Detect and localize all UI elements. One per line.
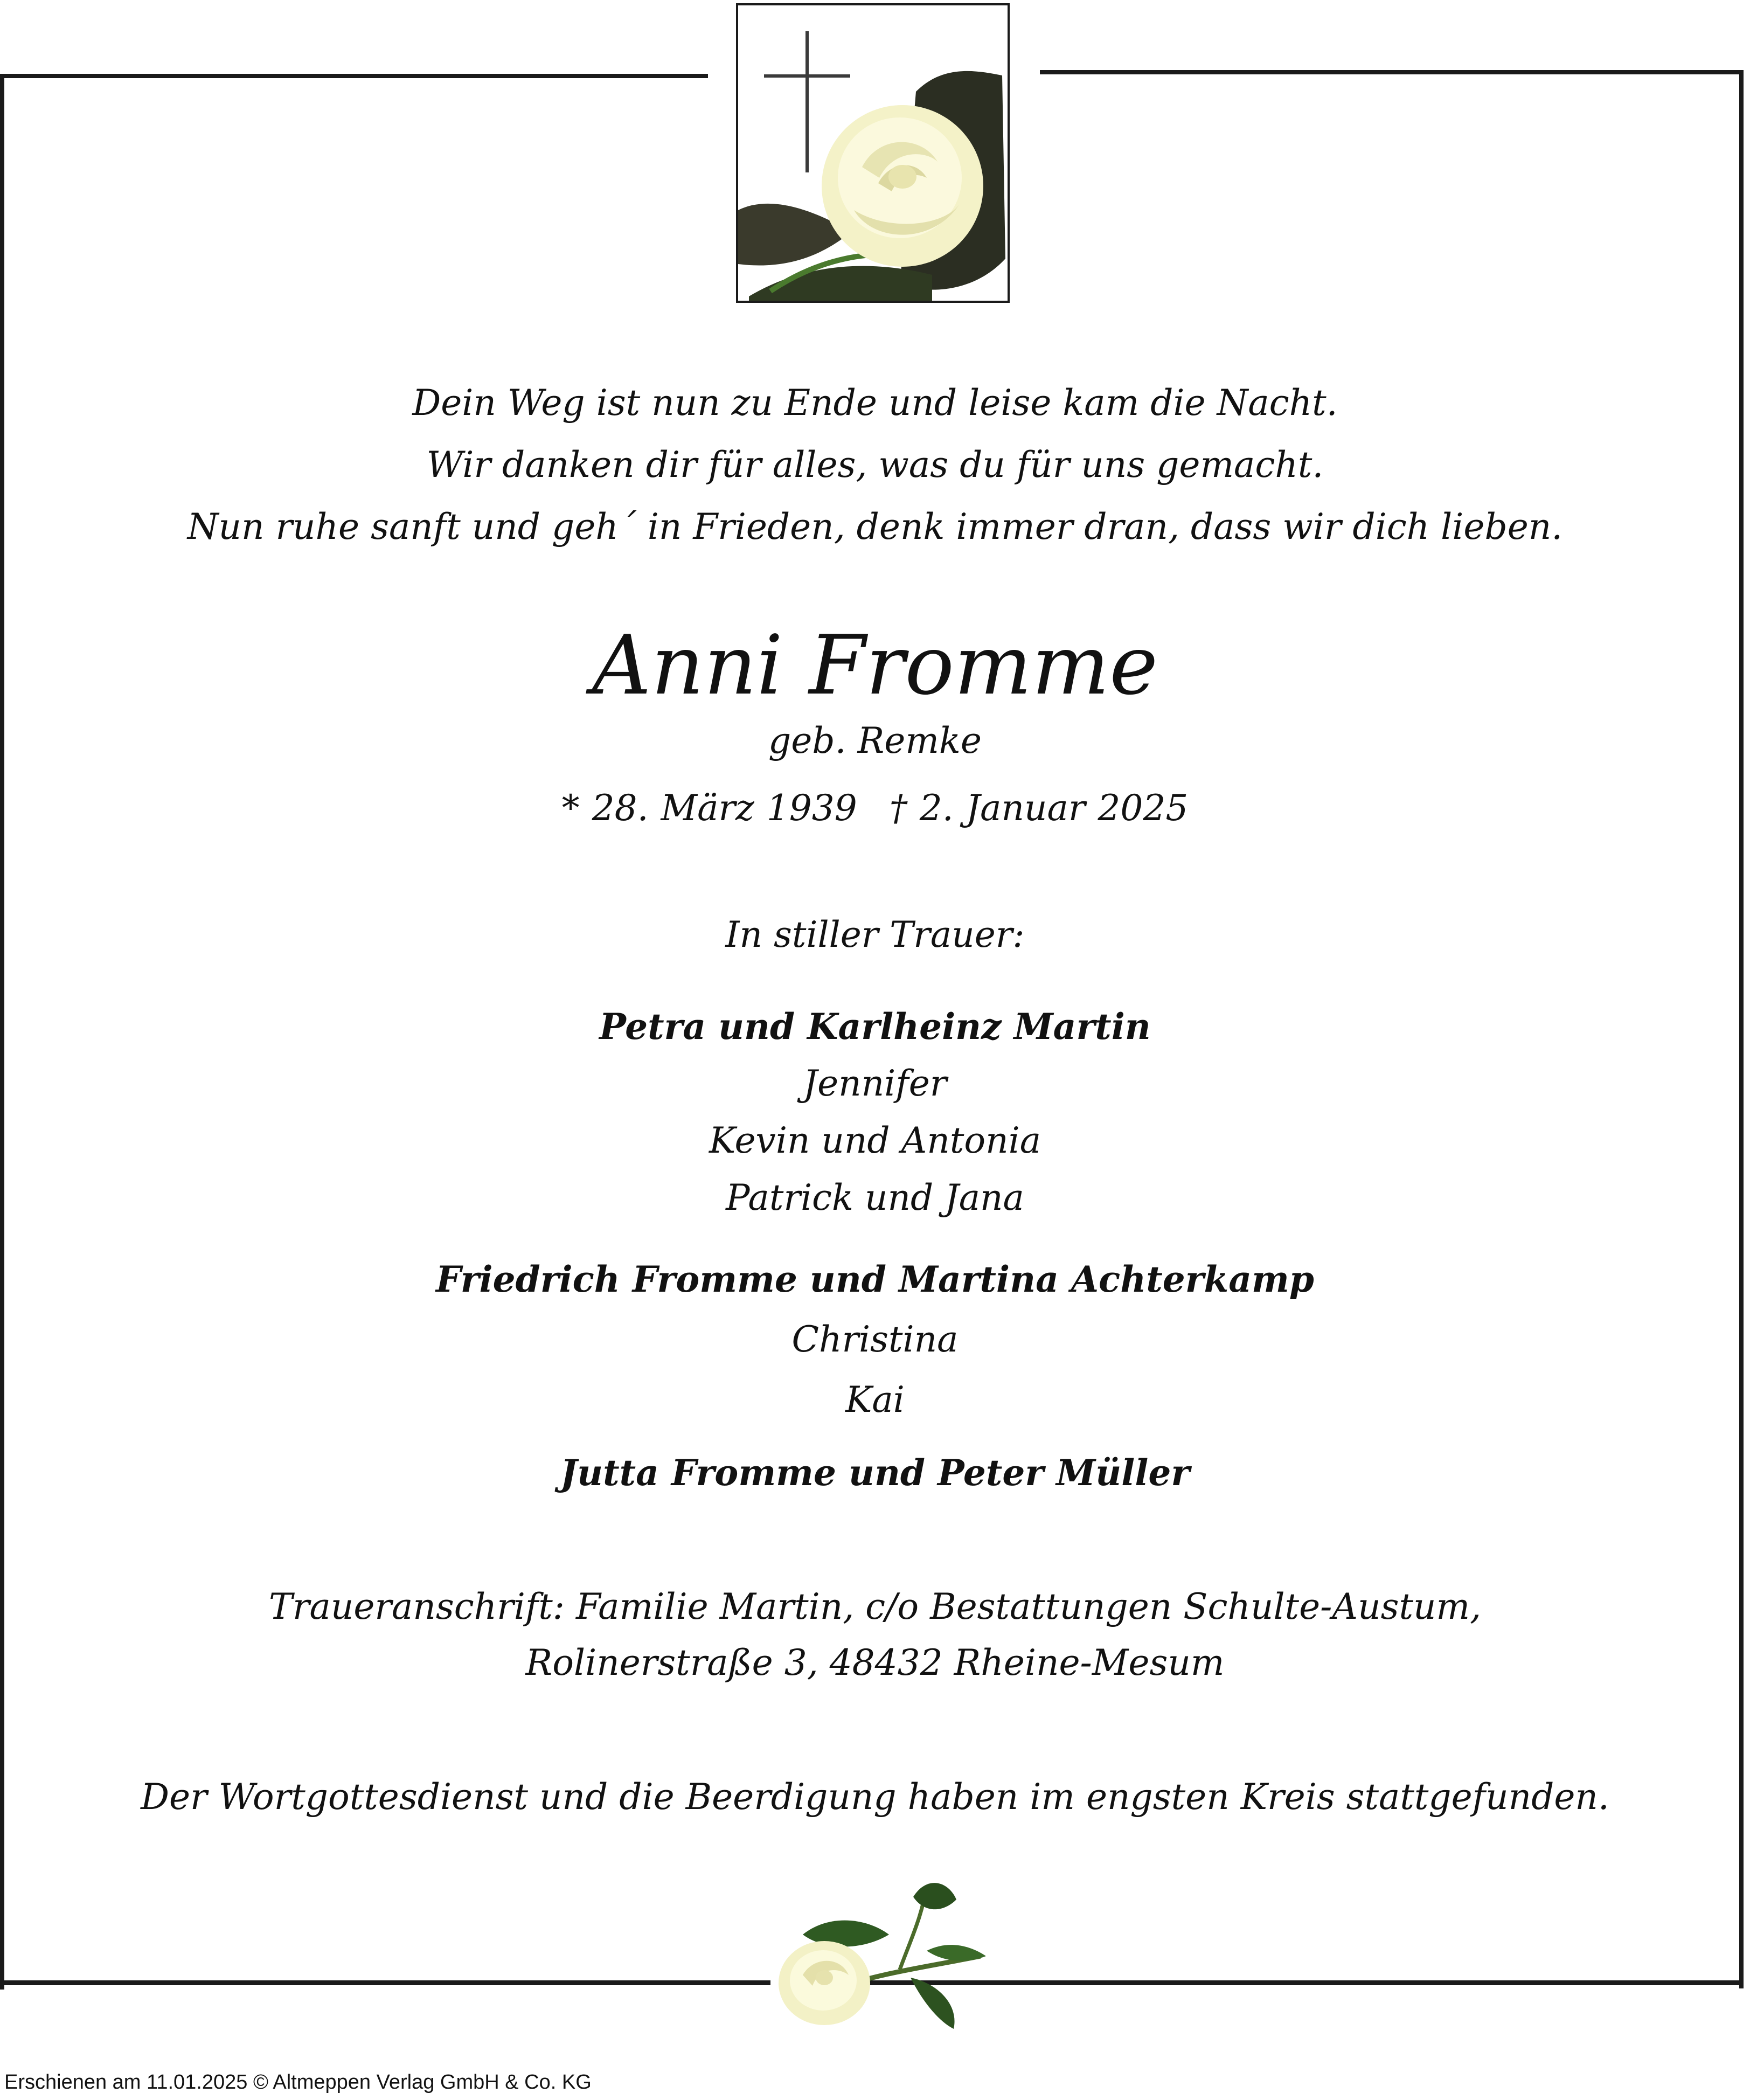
poem-line-2: Wir danken dir für alles, was du für uns gemacht.	[426, 444, 1324, 486]
mourning-intro: In stiller Trauer:	[725, 914, 1025, 955]
family-member: Kai	[845, 1379, 905, 1420]
service-note: Der Wortgottesdienst und die Beerdigung haben im engsten Kreis stattgefunden.	[141, 1776, 1609, 1818]
family-member: Jennifer	[803, 1063, 947, 1104]
family-member: Christina	[791, 1319, 959, 1360]
life-dates	[0, 784, 1750, 833]
address-line-1: Traueranschrift: Familie Martin, c/o Bestattungen Schulte-Austum,	[268, 1586, 1482, 1627]
death-date: † 2. Januar 2025	[889, 787, 1189, 829]
frame-top-right-rule	[1040, 70, 1744, 74]
poem-line-1: Dein Weg ist nun zu Ende und leise kam die Nacht.	[412, 382, 1338, 424]
family-group-1	[0, 998, 1750, 1226]
frame-bottom-left-rule	[0, 1980, 770, 1985]
address-line-2: Rolinerstraße 3, 48432 Rheine-Mesum	[525, 1642, 1225, 1683]
cross-rose-emblem	[736, 3, 1010, 303]
family-group-3	[0, 1446, 1750, 1500]
poem-verse	[0, 372, 1750, 558]
family-member: Patrick und Jana	[726, 1177, 1024, 1218]
family-head-2: Friedrich Fromme und Martina Achterkamp	[436, 1258, 1314, 1300]
family-group-2	[0, 1249, 1750, 1430]
deceased-name: Anni Fromme	[592, 618, 1158, 713]
rose-emblem	[765, 1875, 1024, 2032]
maiden-name: geb. Remke	[768, 720, 982, 761]
poem-line-3: Nun ruhe sanft und geh´ in Frieden, denk immer dran, dass wir dich lieben.	[187, 506, 1563, 547]
white-rose-icon	[765, 1875, 1024, 2032]
family-head-3: Jutta Fromme und Peter Müller	[560, 1452, 1190, 1494]
publication-footer: Erschienen am 11.01.2025 © Altmeppen Verlag GmbH & Co. KG	[4, 2071, 592, 2094]
mourning-address	[0, 1579, 1750, 1691]
frame-top-left-rule	[1, 74, 708, 78]
family-head-1: Petra und Karlheinz Martin	[599, 1006, 1151, 1048]
family-member: Kevin und Antonia	[709, 1120, 1041, 1161]
birth-date: * 28. März 1939	[561, 787, 857, 829]
cross-with-rose-icon	[738, 5, 1008, 301]
